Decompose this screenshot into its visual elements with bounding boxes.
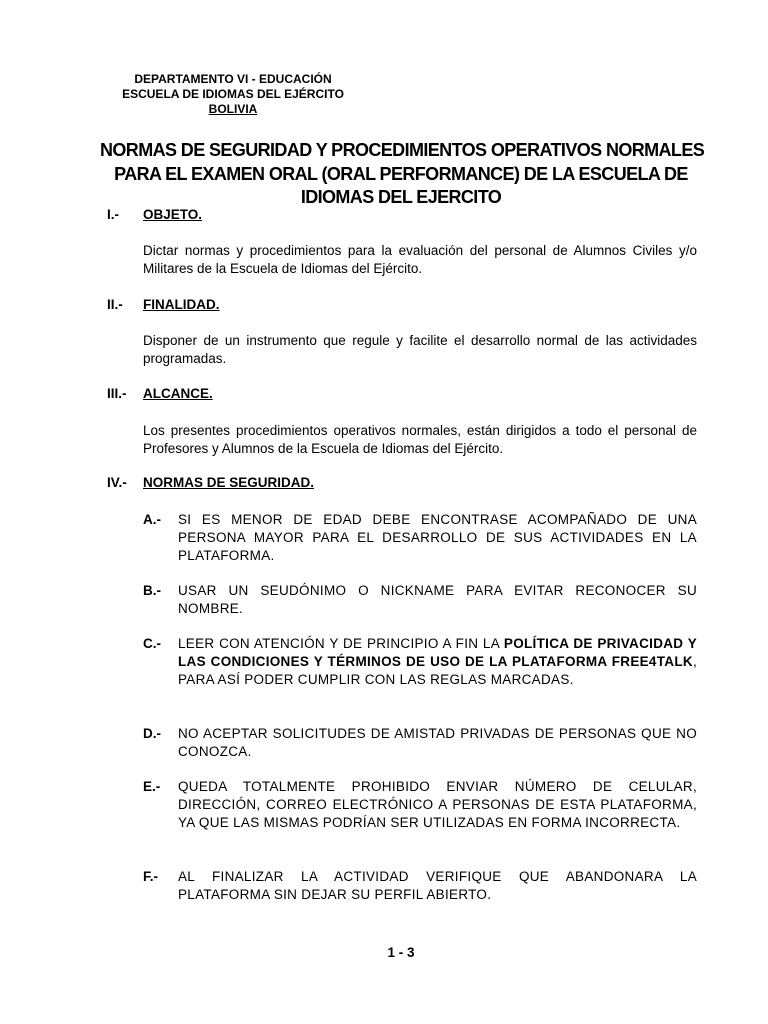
section-title: NORMAS DE SEGURIDAD. <box>143 475 315 490</box>
section-text-alcance: Los presentes procedimientos operativos normales, están dirigidos a todo el personal de Profesores y Alumnos de la Escuela de Idiomas del Ejército. <box>143 423 697 456</box>
title-line-2: PARA EL EXAMEN ORAL (ORAL PERFORMANCE) DE LA ESCUELA DE <box>114 163 688 184</box>
item-letter: E.- <box>143 779 161 794</box>
section-title: OBJETO. <box>143 207 203 222</box>
section-text-objeto: Dictar normas y procedimientos para la evaluación del personal de Alumnos Civiles y/o Militares de la Escuela de Idiomas del Ejército. <box>143 243 697 276</box>
list-item <box>143 635 697 689</box>
privacy-policy-reference: POLÍTICA DE PRIVACIDAD Y LAS CONDICIONES Y TÉRMINOS DE USO DE LA PLATAFORMA FREE4TALK <box>178 636 698 669</box>
item-letter: A.- <box>143 512 161 527</box>
page-number: 1 - 3 <box>387 945 415 960</box>
item-letter: C.- <box>143 636 161 651</box>
item-letter: F.- <box>143 869 158 884</box>
section-title: ALCANCE. <box>143 386 213 401</box>
item-text-outro: , PARA ASÍ PODER CUMPLIR CON LAS REGLAS MARCADAS. <box>178 654 697 687</box>
school-name: ESCUELA DE IDIOMAS DEL EJÉRCITO <box>122 87 344 101</box>
list-item <box>143 725 697 761</box>
item-letter: D.- <box>143 726 161 741</box>
item-text: SI ES MENOR DE EDAD DEBE ENCONTRASE ACOMPAÑADO DE UNA PERSONA MAYOR PARA EL DESARROLLO DE SUS ACTIVIDADES EN LA PLATAFORMA. <box>178 512 697 563</box>
section-number: II.- <box>107 297 123 312</box>
item-text <box>178 635 697 689</box>
item-text: QUEDA TOTALMENTE PROHIBIDO ENVIAR NÚMERO DE CELULAR, DIRECCIÓN, CORREO ELECTRÓNICO A PERSONAS DE ESTA PLATAFORMA, YA QUE LAS MISMAS PODRÍAN SER UTILIZADAS EN FORMA INCORRECTA. <box>178 779 697 830</box>
item-text-intro: LEER CON ATENCIÓN Y DE PRINCIPIO A FIN LA <box>178 636 504 651</box>
list-item <box>143 868 697 904</box>
list-item <box>143 511 697 565</box>
item-text: NO ACEPTAR SOLICITUDES DE AMISTAD PRIVADAS DE PERSONAS QUE NO CONOZCA. <box>178 726 697 759</box>
section-title: FINALIDAD. <box>143 297 220 312</box>
country-name: BOLIVIA <box>208 102 258 116</box>
document-header <box>108 72 358 117</box>
item-text: AL FINALIZAR LA ACTIVIDAD VERIFIQUE QUE ABANDONARA LA PLATAFORMA SIN DEJAR SU PERFIL ABIERTO. <box>178 869 697 902</box>
section-number: IV.- <box>107 475 127 490</box>
list-item <box>143 582 697 618</box>
section-number: III.- <box>107 386 127 401</box>
list-item <box>143 778 697 832</box>
section-text-finalidad: Disponer de un instrumento que regule y facilite el desarrollo normal de las actividades programadas. <box>143 333 697 366</box>
item-letter: B.- <box>143 583 161 598</box>
section-number: I.- <box>107 207 119 222</box>
title-line-1: NORMAS DE SEGURIDAD Y PROCEDIMIENTOS OPERATIVOS NORMALES <box>100 140 705 160</box>
title-line-3: IDIOMAS DEL EJERCITO <box>300 187 502 207</box>
document-title <box>100 139 705 210</box>
item-text: USAR UN SEUDÓNIMO O NICKNAME PARA EVITAR RECONOCER SU NOMBRE. <box>178 583 697 616</box>
department-name: DEPARTAMENTO VI - EDUCACIÓN <box>134 72 332 86</box>
